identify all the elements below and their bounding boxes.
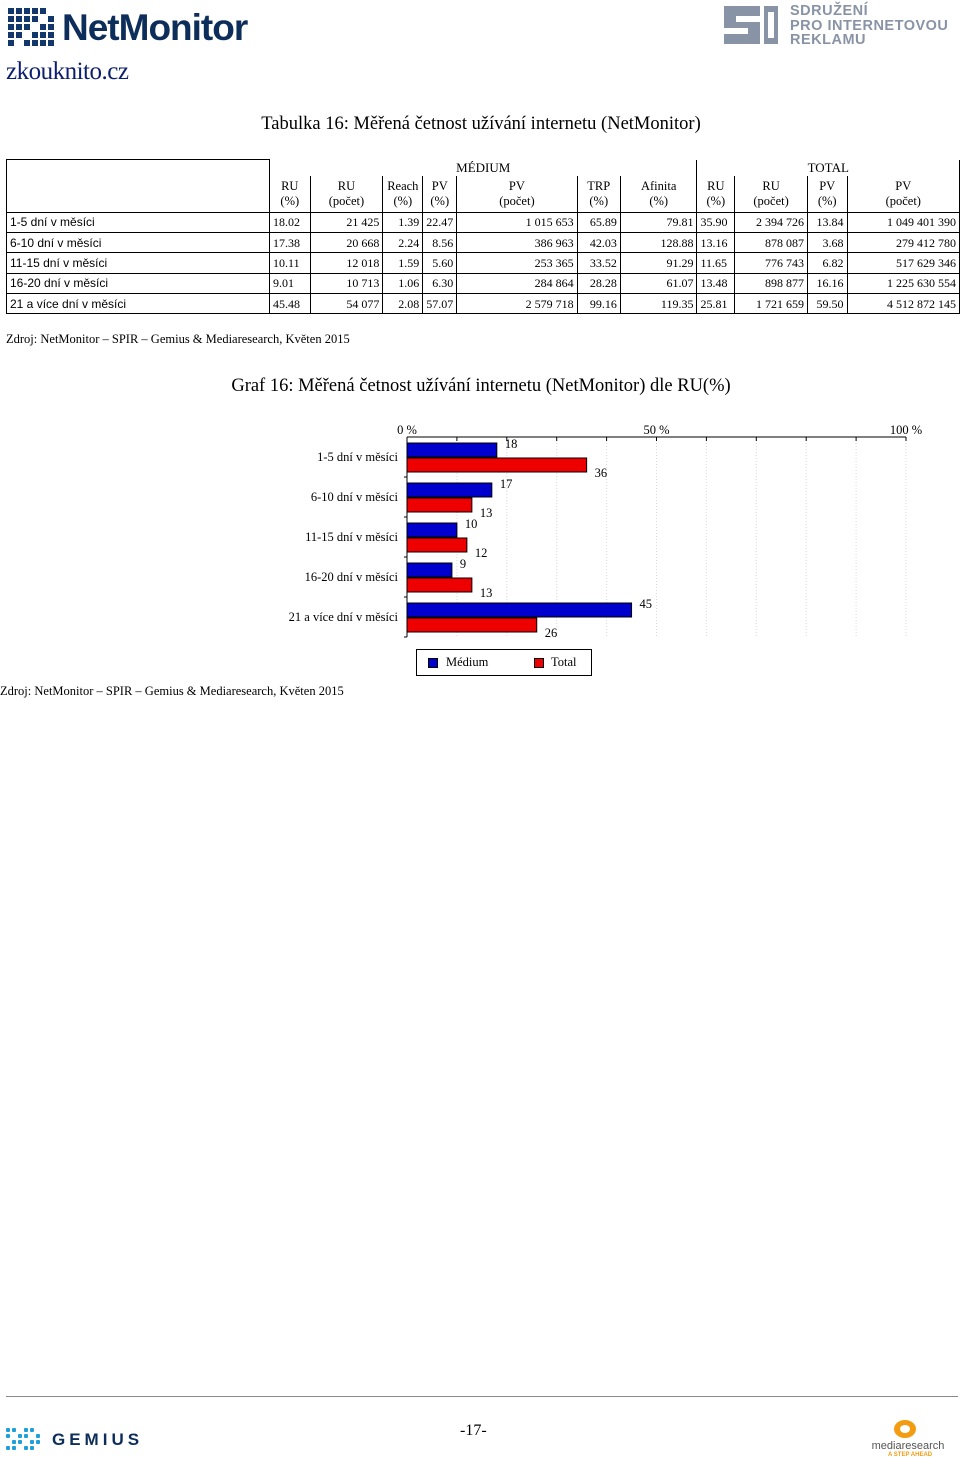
logo-dot [48,16,54,22]
spir-line-1: SDRUŽENÍ [790,3,869,19]
column-header-unit: (počet) [753,193,789,208]
bar-chart [0,408,960,644]
logo-dot [12,1440,16,1444]
logo-dot [12,1428,16,1432]
category-label: 16-20 dní v měsíci [304,570,398,584]
mediaresearch-logo-text: mediaresearch [871,1440,945,1452]
graph-title: Graf 16: Měřená četnost užívání internetu (NetMonitor) dle RU(%) [231,376,731,396]
data-label: 13 [479,586,493,600]
footer-divider [6,1396,958,1397]
table-cell: 128.88 [620,232,697,252]
table-cell: 253 365 [457,253,577,273]
logo-dot [18,1434,22,1438]
column-header-7 [697,176,735,213]
table-cell: 22.47 [423,212,457,232]
mediaresearch-tagline: A STEP AHEAD [888,1452,933,1458]
logo-dot [8,40,14,46]
column-header-top: PV [431,179,448,193]
table-cell: 3.68 [807,232,847,252]
table-cell: 1.06 [383,273,423,293]
logo-dot [24,24,30,30]
table-cell: 279 412 780 [847,232,959,252]
bar-total [407,618,537,632]
column-header-top: RU [281,179,299,193]
category-label: 21 a více dní v měsíci [288,610,398,624]
gemius-logo [6,1428,176,1454]
table-cell: 16.16 [807,273,847,293]
table-cell: 35.90 [697,212,735,232]
logo-dot [6,1428,10,1432]
gemius-logo-text: GEMIUS [52,1430,144,1449]
column-header-10 [847,176,959,213]
logo-dot [18,1440,22,1444]
logo-dot [40,40,46,46]
table-cell: 57.07 [423,294,457,314]
table-cell: 2.24 [383,232,423,252]
logo-dot [12,1446,16,1450]
netmonitor-logo [8,4,248,48]
table-cell: 1.39 [383,212,423,232]
logo-dot [8,8,14,14]
table-cell: 25.81 [697,294,735,314]
column-header-unit: (%) [430,193,450,208]
logo-dot [30,1428,34,1432]
mediaresearch-logo-mark-icon [894,1420,916,1438]
column-header-unit: (%) [817,193,837,208]
logo-dot [36,1440,40,1444]
table-cell: 13.84 [807,212,847,232]
table-cell: 61.07 [620,273,697,293]
logo-dot [48,40,54,46]
column-header-top: PV [895,179,912,193]
graph-source-note: Zdroj: NetMonitor – SPIR – Gemius & Mediaresearch, Květen 2015 [0,684,344,698]
mediaresearch-logo [862,1420,954,1460]
table-cell: 6.82 [807,253,847,273]
table-cell: 6.30 [423,273,457,293]
logo-dot [40,32,46,38]
column-header-4 [457,176,577,213]
table-cell: 517 629 346 [847,253,959,273]
legend-swatch-medium [428,658,438,668]
table-cell: 5.60 [423,253,457,273]
table-cell: 28.28 [577,273,620,293]
table-cell: 8.56 [423,232,457,252]
data-label: 13 [479,506,493,520]
logo-dot [24,1428,28,1432]
row-label: 16-20 dní v měsíci [7,273,270,293]
column-header-0 [270,176,311,213]
table-cell: 65.89 [577,212,620,232]
table-cell: 13.16 [697,232,735,252]
table-cell: 898 877 [735,273,808,293]
table-row [7,273,960,293]
table-cell: 119.35 [620,294,697,314]
logo-dot [36,1434,40,1438]
logo-dot [16,8,22,14]
bar-medium [407,603,632,617]
group-total-header: TOTAL [697,160,960,176]
table-cell: 13.48 [697,273,735,293]
data-label: 36 [594,466,608,480]
column-header-top: TRP [587,179,611,193]
table-cell: 12 018 [310,253,383,273]
table-cell: 2 394 726 [735,212,808,232]
spir-logo-mark-icon [720,2,780,48]
column-header-2 [383,176,423,213]
column-header-unit: (počet) [885,193,921,208]
row-label: 21 a více dní v měsíci [7,294,270,314]
table-cell: 33.52 [577,253,620,273]
logo-dot [32,8,38,14]
logo-dot [16,24,22,30]
table-cell: 2.08 [383,294,423,314]
table-cell: 79.81 [620,212,697,232]
table-title: Tabulka 16: Měřená četnost užívání internetu (NetMonitor) [261,114,701,134]
logo-dot [32,16,38,22]
data-table [6,159,960,314]
logo-dot [24,16,30,22]
column-header-8 [735,176,808,213]
table-row [7,232,960,252]
spir-line-3: REKLAMU [790,32,866,48]
logo-dot [16,16,22,22]
table-corner-cell [7,160,270,213]
table-row [7,253,960,273]
legend-label-medium: Médium [446,655,489,669]
logo-dot [24,40,30,46]
table-cell: 1 015 653 [457,212,577,232]
logo-dot [48,32,54,38]
logo-dot [24,1446,28,1450]
category-label: 6-10 dní v měsíci [310,490,398,504]
category-label: 1-5 dní v měsíci [317,450,398,464]
bar-total [407,578,472,592]
logo-dot [40,8,46,14]
x-tick-label: 50 % [643,423,670,437]
logo-dot [16,32,22,38]
table-group-header-row [7,160,960,176]
logo-dot [32,40,38,46]
logo-dot [8,32,14,38]
table-cell: 45.48 [270,294,311,314]
page-number: -17- [460,1422,487,1439]
column-header-top: Reach [387,179,419,193]
site-name: zkouknito.cz [6,58,129,85]
table-cell: 2 579 718 [457,294,577,314]
legend-swatch-total [534,658,544,668]
row-label: 1-5 dní v měsíci [7,212,270,232]
spir-logo [720,2,960,50]
column-header-unit: (%) [393,193,413,208]
spir-line-2: PRO INTERNETOVOU [790,17,949,34]
data-label: 12 [474,546,488,560]
table-cell: 18.02 [270,212,311,232]
column-header-top: RU [762,179,780,193]
table-cell: 99.16 [577,294,620,314]
table-cell: 1 049 401 390 [847,212,959,232]
data-label: 26 [544,626,558,640]
bar-total [407,498,472,512]
table-cell: 10 713 [310,273,383,293]
table-body [7,212,960,314]
column-header-unit: (%) [706,193,726,208]
table-cell: 776 743 [735,253,808,273]
logo-dot [48,24,54,30]
column-header-unit: (počet) [499,193,535,208]
column-header-9 [807,176,847,213]
gemius-logo-mark-icon [6,1428,42,1450]
netmonitor-logo-text: NetMonitor [62,7,248,48]
logo-dot [6,1434,10,1438]
x-tick-label: 0 % [397,423,417,437]
netmonitor-logo-mark-icon [8,8,56,48]
spir-logo-text [790,4,948,48]
table-cell: 59.50 [807,294,847,314]
data-label: 18 [504,437,518,451]
column-header-unit: (počet) [328,193,365,208]
data-label: 45 [639,597,653,611]
bar-total [407,458,587,472]
bar-medium [407,483,492,497]
column-header-unit: (%) [589,193,609,208]
bar-total [407,538,467,552]
table-cell: 11.65 [697,253,735,273]
column-header-6 [620,176,697,213]
column-header-top: RU [707,179,725,193]
logo-dot [6,1446,10,1450]
table-row [7,212,960,232]
data-label: 9 [459,557,467,571]
logo-dot [30,1446,34,1450]
chart-legend [416,649,592,676]
table-source-note: Zdroj: NetMonitor – SPIR – Gemius & Mediaresearch, Květen 2015 [6,332,350,346]
table-cell: 21 425 [310,212,383,232]
column-header-unit: (%) [280,193,300,208]
table-cell: 4 512 872 145 [847,294,959,314]
logo-dot [8,24,14,30]
data-label: 10 [464,517,478,531]
legend-label-total: Total [551,655,577,669]
table-row [7,294,960,314]
table-cell: 878 087 [735,232,808,252]
bar-medium [407,523,457,537]
row-label: 11-15 dní v měsíci [7,253,270,273]
column-header-1 [310,176,383,213]
column-header-3 [423,176,457,213]
table-cell: 42.03 [577,232,620,252]
x-tick-label: 100 % [889,423,923,437]
column-header-top: RU [337,179,356,193]
column-header-unit: (%) [649,193,669,208]
category-label: 11-15 dní v měsíci [305,530,398,544]
table-cell: 1.59 [383,253,423,273]
column-header-top: PV [508,179,525,193]
bar-medium [407,443,497,457]
table-cell: 10.11 [270,253,311,273]
table-cell: 17.38 [270,232,311,252]
row-label: 6-10 dní v měsíci [7,232,270,252]
logo-dot [30,1440,34,1444]
group-medium-header: MÉDIUM [270,160,697,176]
column-header-top: PV [819,179,836,193]
table-cell: 1 721 659 [735,294,808,314]
column-header-top: Afinita [640,179,677,193]
logo-dot [24,1434,28,1438]
table-cell: 9.01 [270,273,311,293]
logo-dot [8,16,14,22]
table-cell: 91.29 [620,253,697,273]
logo-dot [24,8,30,14]
bar-medium [407,563,452,577]
logo-dot [32,32,38,38]
table-cell: 54 077 [310,294,383,314]
column-header-5 [577,176,620,213]
table-cell: 20 668 [310,232,383,252]
table-cell: 1 225 630 554 [847,273,959,293]
table-cell: 284 864 [457,273,577,293]
logo-dot [40,24,46,30]
data-label: 17 [499,477,513,491]
table-cell: 386 963 [457,232,577,252]
